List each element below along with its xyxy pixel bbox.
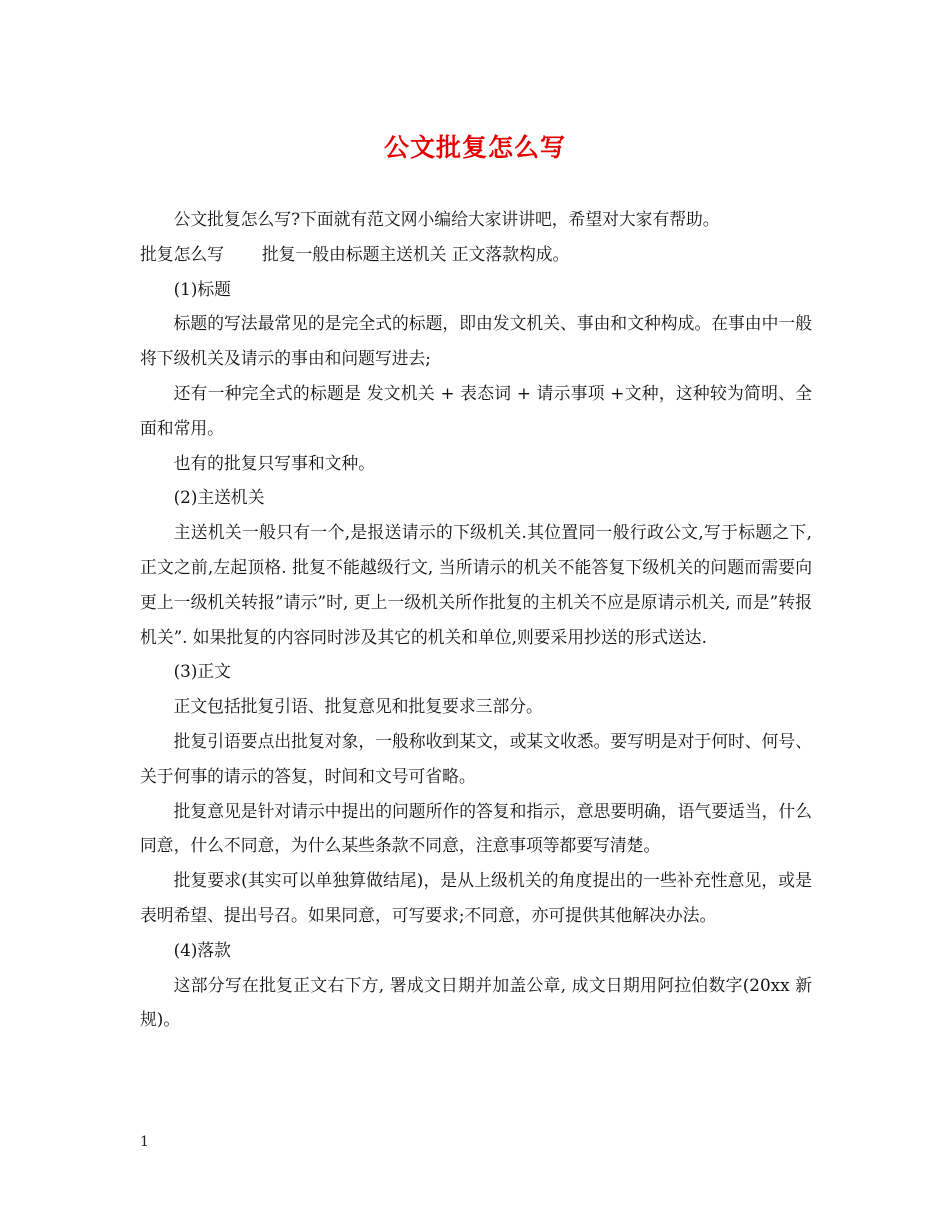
paragraph-title-3: 也有的批复只写事和文种。 (173, 452, 375, 473)
structure-line-label: 批复怎么写 (140, 243, 224, 264)
section-heading-title: (1)标题 (173, 278, 231, 299)
section-heading-body: (3)正文 (173, 661, 231, 682)
paragraph-title-2: 还有一种完全式的标题是 发文机关 + 表态词 + 请示事项 +文种，这种较为简明、全面和常用。 (140, 382, 812, 438)
paragraph-body-2: 批复引语要点出批复对象，一般称收到某文，或某文收悉。要写明是对于何时、何号、关于何事的请示的答复，时间和文号可省略。 (140, 730, 812, 786)
structure-line (140, 237, 812, 272)
paragraph-recipient: 主送机关一般只有一个,是报送请示的下级机关.其位置同一般行政公文,写于标题之下,正文之前,左起顶格. 批复不能越级行文, 当所请示的机关不能答复下级机关的问题而需要向更上一级机关转报”请示”时, 更上一级机关所作批复的主机关不应是原请示机关, 而是”转报机关”. 如果批复的内容同时涉及其它的机关和单位,则要采用抄送的形式送达. (140, 522, 812, 647)
intro-paragraph: 公文批复怎么写?下面就有范文网小编给大家讲讲吧，希望对大家有帮助。 (173, 209, 720, 229)
paragraph-body-1: 正文包括批复引语、批复意见和批复要求三部分。 (173, 696, 543, 717)
paragraph-body-4: 批复要求(其实可以单独算做结尾)，是从上级机关的角度提出的一些补充性意见，或是表明希望、提出号召。如果同意，可写要求;不同意，亦可提供其他解决办法。 (140, 870, 812, 925)
page-number: 1 (140, 1134, 149, 1150)
structure-line-text: 批复一般由标题主送机关 正文落款构成。 (261, 243, 570, 264)
section-heading-signature: (4)落款 (173, 939, 231, 960)
section-heading-recipient: (2)主送机关 (173, 487, 265, 508)
document-title: 公文批复怎么写 (383, 133, 566, 162)
document-body (140, 202, 812, 1037)
paragraph-signature: 这部分写在批复正文右下方, 署成文日期并加盖公章, 成文日期用阿拉伯数字(20xx 新规)。 (140, 974, 812, 1030)
paragraph-title-1: 标题的写法最常见的是完全式的标题，即由发文机关、事由和文种构成。在事由中一般将下级机关及请示的事由和问题写进去; (140, 313, 812, 369)
paragraph-body-3: 批复意见是针对请示中提出的问题所作的答复和指示，意思要明确，语气要适当，什么同意，什么不同意，为什么某些条款不同意，注意事项等都要写清楚。 (140, 800, 812, 856)
